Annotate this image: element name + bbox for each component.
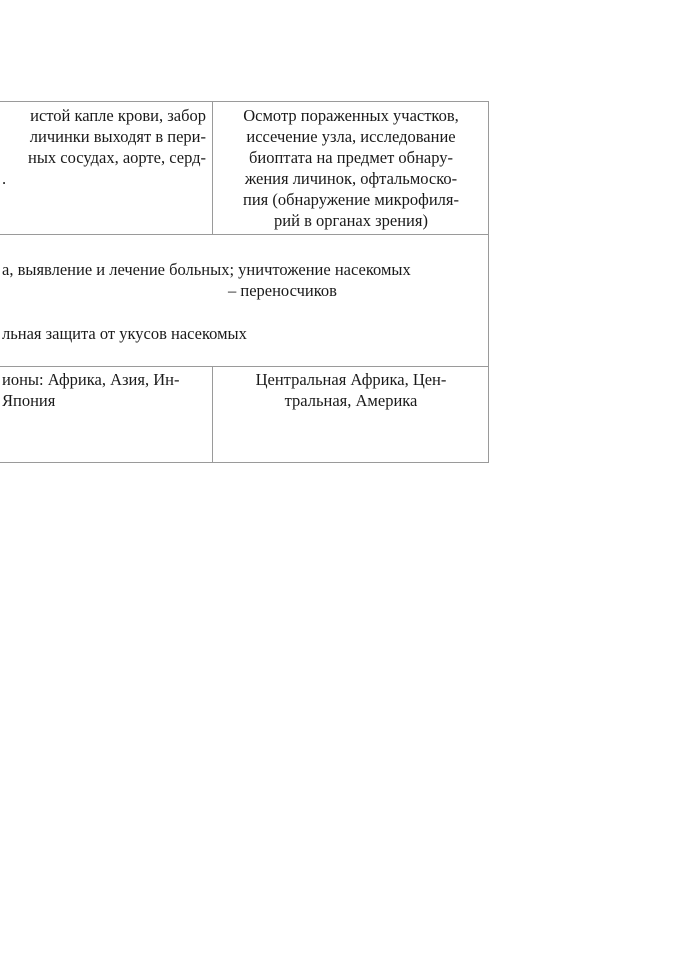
row1-right-cell	[214, 105, 488, 231]
data-table	[0, 101, 489, 463]
row3-right-cell	[214, 369, 488, 411]
row2-line: льная защита от укусов насекомых	[2, 324, 247, 343]
row3-left-cell	[2, 369, 179, 411]
column-divider-bottom	[212, 366, 213, 462]
row1-left-cell-tail	[2, 168, 6, 189]
row1-left-cell	[0, 105, 206, 168]
row1-right-line: пия (обнаружение микрофиля-	[243, 190, 459, 209]
row1-right-line: жения личинок, офтальмоско-	[244, 169, 458, 188]
row1-left-line: личинки выходят в пери-	[29, 127, 206, 146]
column-divider-top	[212, 102, 213, 234]
row1-right-line: рий в органах зрения)	[274, 211, 428, 230]
row1-left-line: ных сосудах, аорте, серд-	[28, 148, 206, 167]
row1-right-line: биоптата на предмет обнару-	[248, 148, 453, 167]
row3-left-line: ионы: Африка, Азия, Ин-	[2, 370, 180, 389]
row3-left-line: Япония	[2, 391, 56, 410]
row-divider-1	[0, 234, 488, 235]
row2-line: а, выявление и лечение больных; уничтожение насекомых	[2, 260, 411, 279]
row3-right-line: Центральная Африка, Цен-	[255, 370, 447, 389]
row2-line: – переносчиков	[228, 281, 337, 300]
row1-left-line: истой капле крови, забор	[30, 106, 206, 125]
row3-right-line: тральная, Америка	[284, 391, 418, 410]
row1-left-line: .	[2, 169, 7, 188]
row-divider-2	[0, 366, 488, 367]
row1-right-line: Осмотр пораженных участков,	[243, 106, 459, 125]
row1-right-line: иссечение узла, исследование	[246, 127, 456, 146]
